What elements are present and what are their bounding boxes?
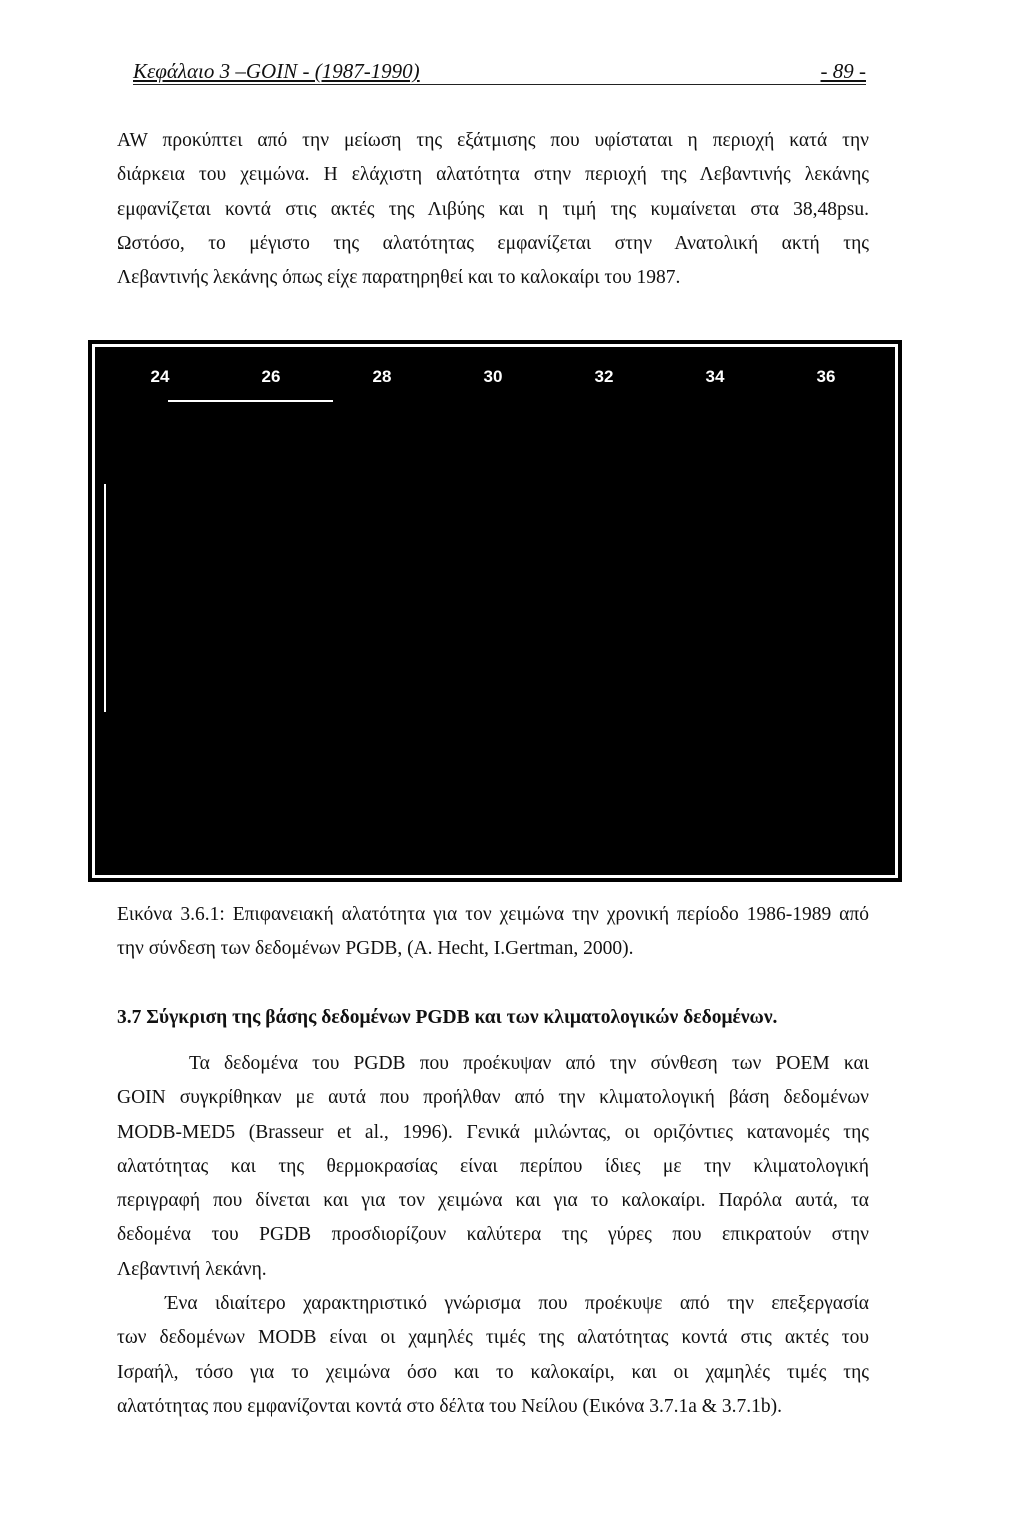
paragraph-line: Ένα ιδιαίτερο χαρακτηριστικό γνώρισμα που προέκυψε από την επεξεργασία bbox=[165, 1293, 869, 1314]
paragraph-line: των δεδομένων MODB είναι οι χαμηλές τιμές της αλατότητας κοντά στις ακτές του bbox=[117, 1327, 869, 1349]
section-heading: 3.7 Σύγκριση της βάσης δεδομένων PGDB και των κλιματολογικών δεδομένων. bbox=[117, 1007, 778, 1028]
paragraph-line: Ωστόσο, το μέγιστο της αλατότητας εμφανίζεται στην Ανατολική ακτή της bbox=[117, 232, 869, 254]
page-header bbox=[133, 58, 866, 85]
paragraph-line: περιγραφή που δίνεται και για τον χειμώνα και για το καλοκαίρι. Παρόλα αυτά, τα bbox=[117, 1190, 869, 1212]
left-axis-line bbox=[104, 484, 106, 712]
paragraph-line: Ισραήλ, τόσο για το χειμώνα όσο και το καλοκαίρι, και οι χαμηλές τιμές της bbox=[117, 1361, 869, 1383]
tick-label: 34 bbox=[705, 367, 725, 386]
paragraph-line: αλατότητας και της θερμοκρασίας είναι περίπου ίδιες με την κλιματολογική bbox=[117, 1155, 869, 1177]
tick-label: 32 bbox=[594, 367, 614, 386]
page-number: - 89 - bbox=[820, 59, 866, 83]
paragraph-comparison bbox=[117, 1047, 869, 1287]
chapter-title: Κεφάλαιο 3 –GOIN - (1987-1990) bbox=[133, 59, 420, 83]
paragraph-line: MODB-MED5 (Brasseur et al., 1996). Γενικά μιλώντας, οι οριζόντιες κατανομές της bbox=[117, 1121, 869, 1143]
tick-label: 24 bbox=[150, 367, 170, 386]
caption-line: την σύνδεση των δεδομένων PGDB, (A. Hecht, I.Gertman, 2000). bbox=[117, 938, 634, 959]
tick-label: 36 bbox=[816, 367, 836, 386]
paragraph-line: AW προκύπτει από την μείωση της εξάτμισης που υφίσταται η περιοχή κατά την bbox=[117, 130, 869, 151]
longitude-ticks bbox=[90, 362, 900, 392]
tick-label: 28 bbox=[372, 367, 392, 386]
paragraph-line: εμφανίζεται κοντά στις ακτές της Λιβύης και η τιμή της κυμαίνεται στα 38,48psu. bbox=[117, 198, 869, 220]
salinity-map-figure bbox=[88, 340, 902, 882]
figure-frame bbox=[93, 345, 897, 877]
tick-label: 30 bbox=[483, 367, 503, 386]
paragraph-line: Λεβαντινή λεκάνη. bbox=[117, 1258, 267, 1280]
figure-caption bbox=[117, 898, 869, 966]
top-axis-line bbox=[168, 400, 333, 402]
paragraph-line: GOIN συγκρίθηκαν με αυτά που προήλθαν από την κλιματολογική βάση δεδομένων bbox=[117, 1087, 869, 1109]
paragraph-line: Λεβαντινής λεκάνης όπως είχε παρατηρηθεί και το καλοκαίρι του 1987. bbox=[117, 267, 681, 289]
caption-line: Εικόνα 3.6.1: Επιφανειακή αλατότητα για τον χειμώνα την χρονική περίοδο 1986-1989 από bbox=[117, 904, 869, 925]
paragraph-line: αλατότητας που εμφανίζονται κοντά στο δέλτα του Νείλου (Εικόνα 3.7.1a & 3.7.1b). bbox=[117, 1395, 782, 1417]
paragraph-intro bbox=[117, 124, 869, 295]
paragraph-line: δεδομένα του PGDB προσδιορίζουν καλύτερα της γύρες που επικρατούν στην bbox=[117, 1224, 869, 1246]
tick-label: 26 bbox=[261, 367, 281, 386]
paragraph-line: διάρκεια του χειμώνα. Η ελάχιστη αλατότητα στην περιοχή της Λεβαντινής λεκάνης bbox=[117, 164, 869, 186]
paragraph-line: Τα δεδομένα του PGDB που προέκυψαν από την σύνθεση των POEM και bbox=[189, 1053, 869, 1074]
paragraph-modb bbox=[117, 1287, 869, 1424]
